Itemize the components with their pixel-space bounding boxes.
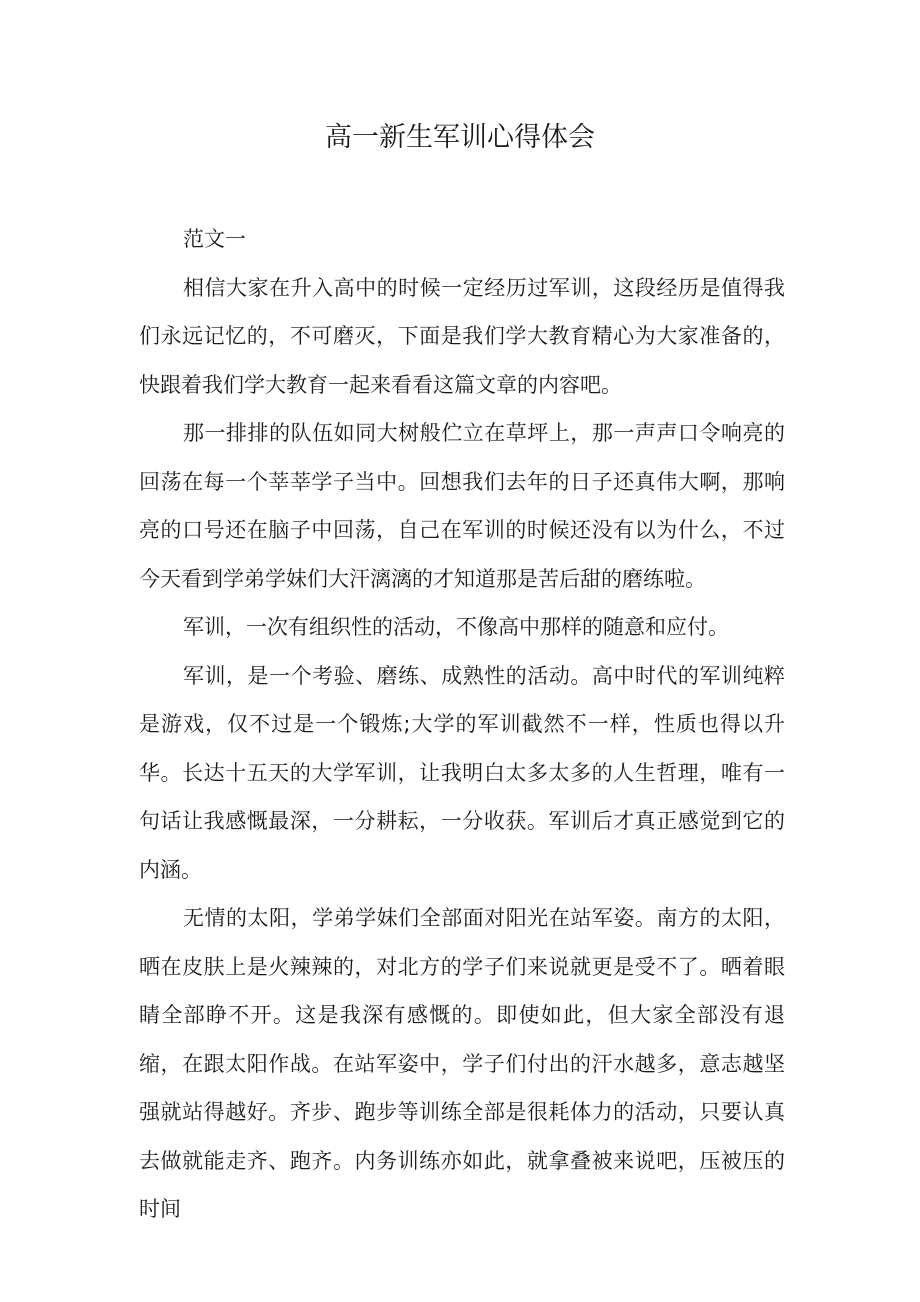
- paragraph: 军训，一次有组织性的活动，不像高中那样的随意和应付。: [183, 615, 729, 639]
- paragraph: 军训，是一个考验、磨练、成熟性的活动。高中时代的军训纯粹是游戏，仅不过是一个锻炼;大学的军训截然不一样，性质也得以升华。长达十五天的大学军训，让我明白太多太多的人生哲理，唯有一句话让我感慨最深，一分耕耘，一分收获。军训后才真正感觉到它的内涵。: [139, 663, 785, 882]
- document-title: 高一新生军训心得体会: [325, 122, 595, 153]
- paragraph: 相信大家在升入高中的时候一定经历过军训，这段经历是值得我们永远记忆的，不可磨灭，下面是我们学大教育精心为大家准备的，快跟着我们学大教育一起来看看这篇文章的内容吧。: [139, 275, 785, 397]
- paragraph: 无情的太阳，学弟学妹们全部面对阳光在站军姿。南方的太阳，晒在皮肤上是火辣辣的，对北方的学子们来说就更是受不了。晒着眼睛全部睁不开。这是我深有感慨的。即使如此，但大家全部没有退缩，在跟太阳作战。在站军姿中，学子们付出的汗水越多，意志越坚强就站得越好。齐步、跑步等训练全部是很耗体力的活动，只要认真去做就能走齐、跑齐。内务训练亦如此，就拿叠被来说吧，压被压的时间: [139, 906, 785, 1221]
- paragraph: 那一排排的队伍如同大树般伫立在草坪上，那一声声口令响亮的回荡在每一个莘莘学子当中。回想我们去年的日子还真伟大啊，那响亮的口号还在脑子中回荡，自己在军训的时候还没有以为什么，不过今天看到学弟学妹们大汗漓漓的才知道那是苦后甜的磨练啦。: [139, 421, 785, 591]
- document-body: [139, 215, 785, 1234]
- paragraph-heading: 范文一: [183, 227, 246, 251]
